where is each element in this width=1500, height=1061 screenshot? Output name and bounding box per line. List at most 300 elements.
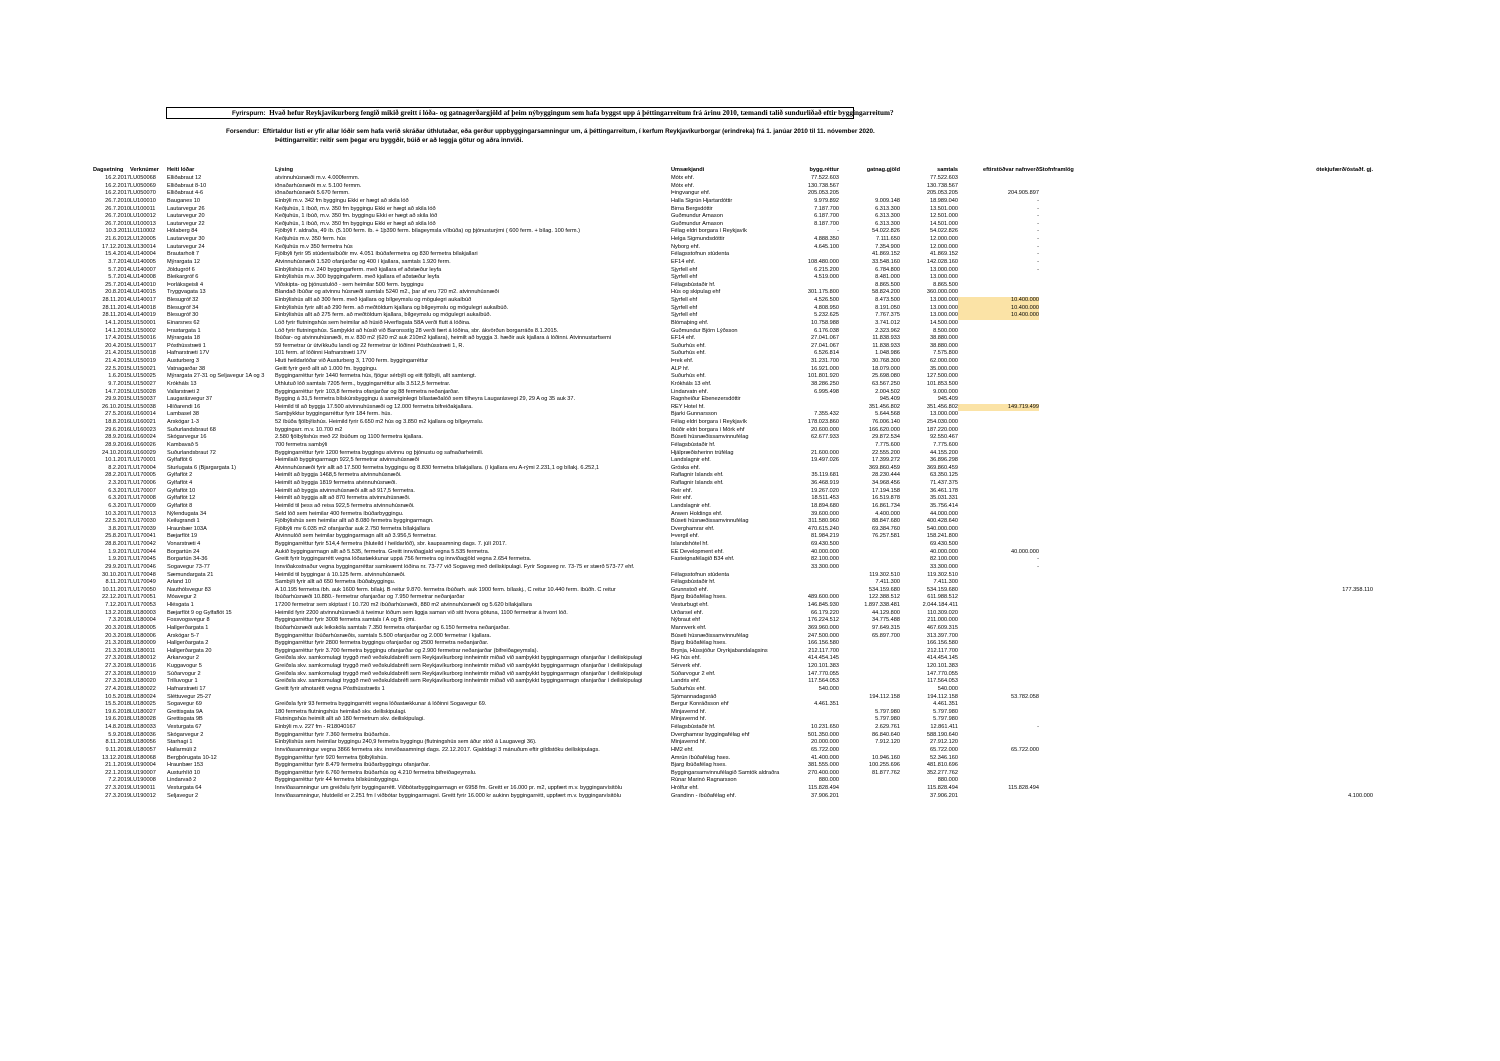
cell-total: 77.522.603 [930, 175, 958, 181]
cell-street-fees: 2.004.502 [875, 388, 900, 395]
cell-lot-name: Bauganes 10 [167, 197, 200, 204]
cell-date: 19.6.2018 [105, 716, 130, 723]
cell-unrecognized [1119, 396, 1373, 404]
cell-total: 130.738.567 [926, 182, 958, 189]
cell-unrecognized [1119, 694, 1373, 702]
cell-case-number: LU170048 [130, 571, 156, 578]
cell-description: Einbýlishús m.v. 300 byggingaferm. með kjallara ef aðstæður leyfa [275, 274, 440, 281]
cell-street-fees [839, 541, 900, 549]
cell-remaining [958, 328, 1039, 336]
cell-building-rights: 18.894.680 [811, 502, 839, 509]
cell-total: 7.775.600 [933, 441, 958, 448]
col-header-building-rights: bygg.réttur [809, 167, 839, 174]
cell-date: 21.3.2018 [105, 647, 130, 654]
cell-applicant: Mótx ehf. [671, 182, 695, 189]
cell-street-fees: 194.112.158 [869, 693, 900, 700]
cell-total: 13.000.000 [930, 411, 958, 418]
cell-unrecognized [1119, 770, 1373, 778]
cell-case-number: LU170004 [130, 464, 156, 471]
table-body [93, 175, 1373, 800]
cell-applicant: Sjyrfell ehf [671, 304, 698, 311]
table-row [93, 427, 1373, 435]
cell-lot-name: Gylfaflöt 8 [167, 502, 193, 509]
cell-applicant: Sérverk ehf. [671, 663, 702, 669]
cell-building-rights: 247.500.000 [807, 632, 839, 639]
cell-total: 82.100.000 [930, 556, 958, 563]
cell-applicant: Félag eldri borgara í Reykjavík [671, 419, 747, 425]
cell-building-rights: 147.770.055 [807, 670, 839, 677]
cell-street-fees: 8.473.500 [875, 297, 900, 303]
cell-applicant: Helga Sigmundsdóttir [671, 236, 725, 242]
cell-remaining [958, 381, 1039, 389]
cell-lot-name: Sogavegur 73-77 [167, 563, 210, 570]
cell-date: 21.3.2018 [105, 640, 130, 647]
table-row [93, 236, 1373, 244]
cell-description: Keðjuhús m.v 350 fermetra hús [275, 243, 353, 250]
cell-contributions [1039, 190, 1119, 198]
cell-date: 5.9.2018 [108, 731, 130, 738]
table-row [93, 305, 1373, 313]
cell-description: Innviðasamningur vegna 3866 fermetra skv. innviðasamningi dags. 22.12.2017. Gjalddagi 3 mánuðum eftir gildistöku deiliskipulags. [275, 746, 600, 753]
cell-remaining: - [1037, 258, 1039, 265]
cell-street-fees: 8.865.500 [875, 281, 900, 288]
cell-description: Byggingarréttur fyrir 8.479 fermetra íbúðarbyggingu ofanjarðar. [275, 762, 431, 769]
cell-remaining [958, 633, 1039, 641]
cell-unrecognized [1119, 594, 1373, 602]
cell-case-number: LU170007 [130, 487, 156, 494]
table-row [93, 549, 1373, 557]
table-row [93, 335, 1373, 343]
table-row [93, 267, 1373, 275]
cell-lot-name: Sturlugata 6 (Bjargargata 1) [167, 464, 237, 471]
cell-remaining [958, 610, 1039, 618]
cell-date: 27.3.2018 [105, 663, 130, 669]
cell-contributions [1039, 488, 1119, 496]
cell-case-number: LU180056 [130, 739, 156, 746]
cell-unrecognized [1119, 289, 1373, 297]
cell-description: Heimilt að byggja 1468,5 fermetra atvinnuhúsnæði. [275, 472, 402, 479]
cell-description: Byggingarréttur fyrir 7.360 fermetra íbúðarhús. [275, 731, 391, 738]
cell-unrecognized [1119, 633, 1373, 641]
cell-contributions [1039, 343, 1119, 351]
cell-lot-name: Bæjarflöt 19 [167, 533, 198, 540]
cell-case-number: LU170009 [130, 502, 156, 509]
cell-contributions [1039, 221, 1119, 229]
cell-contributions [1039, 350, 1119, 358]
col-header-total: samtals [937, 167, 958, 174]
cell-description: Byggingarréttur fyrir 920 fermetra fjölbýlishús. [275, 754, 388, 761]
cell-lot-name: Lautarvegur 24 [167, 243, 205, 250]
cell-lot-name: Tryggvagata 13 [167, 289, 206, 296]
cell-date: 2.3.2017 [108, 480, 130, 486]
cell-date: 3.8.2017 [108, 525, 130, 532]
cell-applicant: Landslagnir ehf. [671, 457, 711, 464]
cell-unrecognized [1119, 777, 1373, 785]
cell-total: 37.906.201 [930, 792, 958, 799]
cell-total: 352.277.762 [926, 769, 958, 776]
cell-total: 38.880.000 [930, 342, 958, 349]
cell-total: 120.101.383 [926, 663, 958, 669]
cell-contributions [1039, 533, 1119, 541]
cell-description: Einbýli m.v. 342 fm byggingu Ekki er hægt að skila lóð [275, 197, 409, 204]
cell-case-number: LU150038 [130, 403, 156, 410]
cell-street-fees: 17.194.158 [872, 487, 900, 494]
cell-contributions [1039, 518, 1119, 526]
question-line [232, 109, 894, 118]
cell-building-rights: 33.300.000 [811, 563, 839, 570]
cell-street-fees [839, 648, 900, 656]
cell-remaining: 53.782.058 [1011, 693, 1039, 700]
cell-case-number: LU140015 [130, 289, 156, 296]
cell-applicant: Krókháls 13 ehf. [671, 380, 712, 387]
cell-lot-name: Gylfaflöt 10 [167, 487, 196, 494]
cell-description: Fjölbýli fyrir 95 stúdentaíbúðir mv. 4.051 íbúðafermetra og 830 fermetra bílakjallari [275, 251, 478, 258]
cell-case-number: LU170042 [130, 541, 156, 547]
table-row [93, 777, 1373, 785]
cell-case-number: LU150028 [130, 388, 156, 395]
cell-contributions [1039, 594, 1119, 602]
cell-street-fees: 7.775.600 [875, 441, 900, 448]
cell-lot-name: Nýlendugata 34 [167, 510, 207, 517]
cell-remaining [958, 533, 1039, 541]
cell-case-number: LU150016 [130, 335, 156, 342]
cell-description: 17200 fermetrar sem skiptast í 10.720 m2 íbúðarhúsnæði, 880 m2 atvinnuhúsnæði og 5.620 bílakjallara [275, 602, 532, 608]
table-row [93, 755, 1373, 763]
cell-remaining [958, 770, 1039, 778]
cell-case-number: LU100012 [130, 213, 156, 220]
cell-street-fees: 22.555.200 [872, 449, 900, 456]
cell-description: Byggingarréttur fyrir 2800 fermetra byggingu ofanjarðar og 2500 fermetra neðanjarðar. [275, 640, 489, 647]
cell-applicant: Búseti húsnæðissamvinnufélag [671, 518, 749, 525]
cell-contributions [1039, 686, 1119, 694]
cell-unrecognized [1119, 785, 1373, 793]
cell-remaining [958, 472, 1039, 480]
table-row [93, 594, 1373, 602]
assumptions-label: Forsendur: [226, 128, 260, 135]
cell-contributions [1039, 267, 1119, 275]
cell-contributions [1039, 328, 1119, 336]
cell-applicant: Lindarvatn ehf. [671, 388, 709, 395]
cell-lot-name: Elliðabraut 12 [167, 175, 202, 181]
cell-remaining: - [1037, 556, 1039, 563]
cell-total: 35.031.331 [930, 495, 958, 502]
cell-total: 63.350.125 [930, 472, 958, 479]
cell-building-rights: 6.176.038 [814, 327, 839, 334]
cell-date: 20.8.2014 [105, 289, 130, 296]
cell-date: 10.11.2017 [102, 586, 130, 593]
cell-date: 9.7.2015 [108, 380, 130, 387]
cell-lot-name: Lindarvað 2 [167, 777, 197, 784]
cell-building-rights: 205.053.205 [807, 190, 839, 197]
cell-contributions [1039, 457, 1119, 465]
cell-case-number: LU160021 [130, 419, 156, 425]
cell-contributions [1039, 709, 1119, 717]
cell-remaining [958, 732, 1039, 740]
cell-unrecognized [1119, 518, 1373, 526]
cell-building-rights: 69.430.500 [811, 541, 839, 547]
cell-building-rights: 36.468.919 [811, 480, 839, 486]
cell-description: Byggingarréttur fyrir 44 fermetra bílskúrsbyggingu. [275, 777, 400, 784]
cell-building-rights: 108.480.000 [807, 258, 839, 265]
cell-case-number: LU050068 [130, 175, 156, 181]
cell-description: Hluti heildarlóðar við Austurberg 3, 1700 ferm. byggingarréttur [275, 358, 428, 364]
cell-unrecognized [1119, 655, 1373, 663]
cell-contributions [1039, 366, 1119, 374]
cell-date: 28.11.2014 [102, 297, 130, 303]
cell-applicant: Þvergil ehf. [671, 533, 699, 540]
cell-unrecognized [1119, 495, 1373, 503]
cell-description: Byggingarréttur fyrir 6.760 fermetra íbúðarhús og 4.210 fermetra bifreiðageymslu. [275, 769, 477, 776]
cell-building-rights [781, 572, 839, 580]
cell-description: Keðjuhús, 1 íbúð, m.v. 350 fm byggingu Ekki er hægt að skila lóð [275, 205, 436, 212]
cell-building-rights: 9.979.892 [814, 197, 839, 204]
cell-building-rights: - [837, 228, 839, 235]
cell-lot-name: Móavegur 2 [167, 594, 197, 601]
cell-description: Innviðakostnaður vegna byggingarréttar samkvæmt lóðina nr. 73-77 við Sogaveg með deiliskipulagi. Fyrir Sogaveg nr. 73-75 er stærð 573-77 ehf. [275, 563, 635, 570]
cell-contributions [1039, 251, 1119, 259]
cell-date: 25.8.2017 [105, 533, 130, 540]
cell-building-rights: 130.738.567 [807, 182, 839, 189]
cell-street-fees: 76.006.140 [872, 419, 900, 425]
cell-total: 351.456.802 [926, 403, 958, 410]
table-row [93, 381, 1373, 389]
cell-case-number: LU110002 [130, 228, 156, 235]
cell-unrecognized [1119, 297, 1373, 305]
cell-building-rights [781, 694, 839, 702]
cell-total: 36.461.178 [930, 487, 958, 494]
cell-total: 254.030.000 [926, 419, 958, 425]
cell-street-fees [839, 793, 900, 801]
assumptions-note: Þéttingarreitir: reitir sem þegar eru byggðir, búið er að leggja götur og aðra innviði. [275, 137, 524, 144]
cell-applicant: Félagsbústaðir hf. [671, 441, 716, 448]
cell-applicant: Bjarg íbúðafélag hses. [671, 594, 727, 601]
cell-description: Byggingarréttur fyrir 103,8 fermetra ofanjarðar og 88 fermetra neðanjarðar. [275, 388, 460, 395]
cell-unrecognized [1119, 312, 1373, 320]
cell-remaining: - [1037, 213, 1039, 220]
cell-contributions [1039, 450, 1119, 458]
cell-case-number: LU130014 [130, 243, 156, 250]
cell-building-rights: 41.400.000 [811, 754, 839, 761]
cell-street-fees: 33.548.160 [872, 258, 900, 265]
cell-lot-name: Hallgerðargata 20 [167, 647, 212, 654]
cell-date: 29.9.2015 [105, 396, 130, 403]
cell-building-rights: 37.906.201 [811, 792, 839, 799]
cell-total: 12.000.000 [930, 236, 958, 242]
cell-lot-name: Hólaberg 84 [167, 228, 198, 235]
cell-unrecognized [1119, 358, 1373, 366]
cell-applicant: Félag eldri borgara í Reykjavík [671, 228, 747, 235]
table-row [93, 411, 1373, 419]
cell-description: Íbúðarhúsnæði auk leikskóla samtals 7.350 fermetra ofanjarðar og 6.150 fermetra neðanjarðar. [275, 624, 510, 631]
col-header-case-number: Verknúmer [130, 167, 159, 174]
cell-case-number: LU050069 [130, 182, 156, 189]
cell-total: 13.000.000 [930, 304, 958, 311]
cell-remaining: 40.000.000 [1011, 548, 1039, 555]
cell-unrecognized [1119, 617, 1373, 625]
cell-total: 115.828.494 [927, 785, 958, 791]
cell-description: Heimild til þess að reisa 922,5 fermetra atvinnuhúsnæði. [275, 502, 415, 509]
cell-applicant: Sjyrfell ehf [671, 297, 698, 303]
cell-remaining [958, 411, 1039, 419]
cell-total: 71.437.375 [930, 480, 958, 486]
cell-contributions [1039, 404, 1119, 412]
cell-remaining: 149.719.499 [958, 404, 1039, 412]
cell-unrecognized [1119, 663, 1373, 671]
cell-contributions [1039, 465, 1119, 473]
cell-lot-name: Hafnarstræti 17V [167, 350, 210, 357]
cell-applicant: Bjarg íbúðafélag hses. [671, 762, 727, 769]
cell-contributions [1039, 770, 1119, 778]
cell-case-number: LU120005 [130, 236, 156, 242]
cell-lot-name: Krókháls 13 [167, 380, 197, 387]
table-row [93, 716, 1373, 724]
cell-remaining: 65.722.000 [1011, 746, 1039, 753]
cell-contributions [1039, 511, 1119, 519]
cell-case-number: LU170051 [130, 594, 156, 601]
cell-date: 19.6.2018 [105, 708, 130, 715]
cell-unrecognized [1119, 343, 1373, 351]
cell-remaining [958, 777, 1039, 785]
cell-remaining [958, 495, 1039, 503]
cell-lot-name: Árskógar 5-7 [167, 632, 200, 639]
cell-unrecognized [1119, 244, 1373, 252]
cell-unrecognized [1119, 320, 1373, 328]
cell-description: Blandað íbúðar og atvinnu húsnæði samtals 5240 m2., þar af eru 720 m2. atvinnuhúsnæði [275, 289, 499, 296]
cell-description: Byggingarréttur fyrir 1200 fermetra byggingu atvinnu og þjónustu og safnaðarheimili. [275, 449, 484, 456]
cell-date: 22.5.2017 [105, 518, 130, 525]
table-row [93, 495, 1373, 503]
table-row [93, 312, 1373, 320]
cell-building-rights: 115.828.494 [808, 785, 839, 791]
cell-building-rights: 81.984.219 [811, 533, 839, 540]
cell-total: 12.501.000 [930, 213, 958, 220]
cell-lot-name: Austurhlíð 10 [167, 769, 200, 776]
cell-total: 467.609.315 [926, 624, 958, 631]
table-row [93, 450, 1373, 458]
cell-remaining [958, 671, 1039, 679]
cell-contributions [1039, 602, 1119, 610]
cell-contributions [1039, 320, 1119, 328]
cell-building-rights: 4.808.950 [814, 304, 839, 311]
cell-contributions [1039, 396, 1119, 404]
cell-applicant: Guðmundur Árnason [671, 213, 723, 220]
cell-unrecognized [1119, 686, 1373, 694]
cell-total: 187.220.000 [926, 426, 958, 433]
cell-contributions [1039, 724, 1119, 732]
cell-remaining [958, 350, 1039, 358]
cell-date: 16.2.2017 [105, 182, 130, 189]
table-row [93, 617, 1373, 625]
cell-street-fees [839, 777, 900, 785]
cell-unrecognized [1119, 511, 1373, 519]
cell-unrecognized [1119, 213, 1373, 221]
cell-case-number: LU100011 [130, 205, 156, 212]
cell-total: 194.112.158 [927, 693, 958, 700]
cell-lot-name: Skógarvegur 16 [167, 434, 207, 441]
cell-case-number: LU150019 [130, 358, 156, 364]
cell-case-number: LU150018 [130, 350, 156, 357]
cell-description: 101 ferm. af lóðinni Hafnarstræti 17V [275, 350, 367, 357]
cell-total: 65.722.000 [930, 746, 958, 753]
cell-description: Greiðsla skv. samkomulagi tryggð með veðskuldabréfi sem Reykjavíkurborg innheimtir miðað við samþykkt byggingarmagn ofanjarðar í deiliskipulagi [275, 670, 643, 677]
cell-contributions [1039, 434, 1119, 442]
cell-total: 360.000.000 [926, 289, 958, 296]
cell-lot-name: Bergþórugata 10-12 [167, 754, 217, 761]
table-row [93, 747, 1373, 755]
cell-date: 24.10.2016 [102, 449, 130, 456]
table-row [93, 442, 1373, 450]
cell-lot-name: Nauthólsvegur 83 [167, 586, 211, 593]
cell-date: 30.10.2017 [102, 571, 130, 578]
cell-building-rights: 77.522.603 [811, 175, 839, 181]
cell-lot-name: Hraunbær 153 [167, 762, 204, 769]
cell-street-fees [839, 549, 900, 557]
cell-contributions [1039, 335, 1119, 343]
cell-description: Fjölbýli f. aldraða, 49 íb. (5.100 ferm. íb. + 1þ390 ferm. bílageymsla v/íbúða) og þjónusturými ( 600 ferm. + bílag. 100 ferm.) [275, 228, 581, 235]
cell-building-rights: 27.041.067 [811, 342, 839, 349]
cell-building-rights [781, 709, 839, 717]
cell-contributions [1039, 312, 1119, 320]
cell-total: 5.797.980 [933, 708, 958, 715]
cell-remaining [958, 442, 1039, 450]
cell-case-number: LU170053 [130, 602, 156, 608]
cell-remaining: 10.400.000 [958, 305, 1039, 313]
cell-contributions [1039, 655, 1119, 663]
cell-lot-name: Lambasel 38 [167, 411, 200, 418]
cell-street-fees: 6.313.300 [875, 220, 900, 227]
cell-street-fees: 34.775.488 [872, 617, 900, 624]
cell-description: Íbúðarhúsnæði 10.880.- fermetrar ofanjarðar og 7.950 fermetrar neðanjarðar [275, 594, 465, 601]
cell-date: 1.9.2017 [108, 556, 130, 563]
cell-case-number: LU170008 [130, 495, 156, 502]
cell-description: Aukið byggingarmagn allt að 5.535, fermetra. Greitt innviðagjald vegna 5.535 fermetra. [275, 548, 490, 555]
cell-total: 205.053.205 [926, 190, 958, 197]
cell-street-fees: 88.847.680 [872, 518, 900, 525]
cell-applicant: HG hús ehf. [671, 655, 701, 662]
cell-street-fees: 369.860.459 [868, 464, 900, 471]
cell-date: 6.3.2017 [108, 495, 130, 502]
cell-applicant: Rúnar Marinó Ragnarsson [671, 777, 737, 784]
cell-remaining: - [1037, 228, 1039, 235]
table-row [93, 724, 1373, 732]
cell-total: 13.000.000 [930, 312, 958, 319]
cell-case-number: LU180057 [130, 746, 156, 753]
cell-total: 158.241.800 [926, 533, 958, 540]
cell-applicant: Súðarvogur 2 ehf. [671, 670, 716, 677]
cell-lot-name: Árland 10 [167, 579, 191, 586]
cell-contributions [1039, 617, 1119, 625]
cell-unrecognized [1119, 198, 1373, 206]
cell-total: 40.000.000 [930, 548, 958, 555]
cell-lot-name: Blesugróf 34 [167, 304, 199, 311]
cell-applicant: Birna Bergsdóttir [671, 205, 713, 212]
cell-date: 25.7.2014 [105, 281, 130, 288]
cell-unrecognized [1119, 610, 1373, 618]
cell-case-number: LU150002 [130, 327, 156, 334]
cell-lot-name: Gylfaflöt 4 [167, 480, 193, 486]
cell-case-number: LU100013 [130, 220, 156, 227]
cell-date: 26.10.2015 [102, 403, 130, 410]
cell-remaining [958, 366, 1039, 374]
cell-date: 22.5.2015 [105, 365, 130, 372]
cell-street-fees: 76.257.581 [872, 533, 900, 540]
cell-case-number: LU180016 [130, 663, 156, 669]
cell-street-fees: 8.481.000 [875, 274, 900, 281]
table-row [93, 793, 1373, 801]
cell-unrecognized [1119, 419, 1373, 427]
cell-date: 27.5.2016 [105, 411, 130, 418]
cell-description: Atvinnuhúsnæði fyrir allt að 17.500 fermetra byggingu og 8.830 fermetra bílakjallara. (í kjallara eru A-rými 2.231,1 og bílakj. 6.252,1 [275, 464, 599, 471]
